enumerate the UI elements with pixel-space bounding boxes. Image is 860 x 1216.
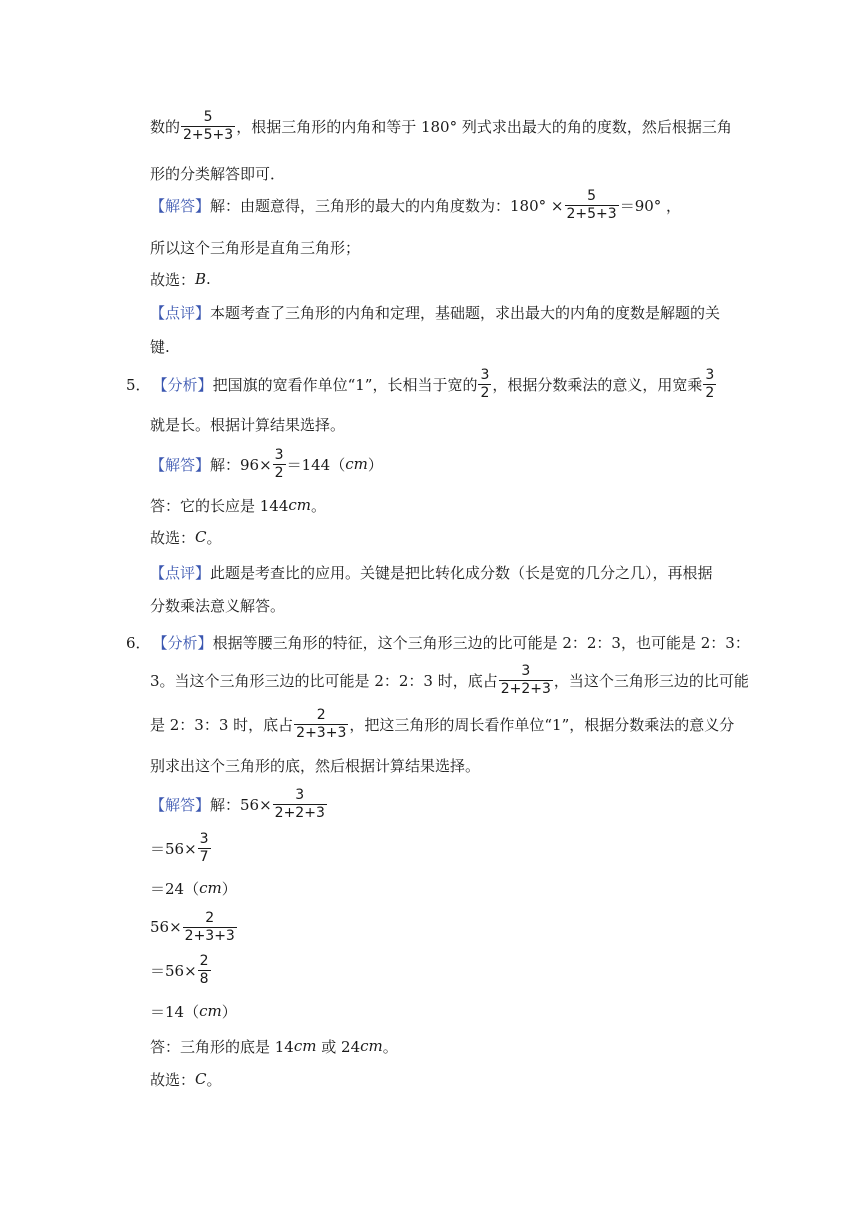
fraction: $\frac{3}{7}$ <box>199 830 209 865</box>
q4-choice: 故选： B . <box>150 270 211 289</box>
q6-step-5: ＝14（ cm ） <box>150 1002 237 1021</box>
q5-comment: 【点评】 此题是考查比的应用。关键是把比转化成分数（长是宽的几分之几），再根据 <box>150 563 713 582</box>
fraction: $\frac{3}{2+2+3}$ <box>500 662 551 697</box>
fraction: $\frac{2}{2+3+3}$ <box>184 909 235 944</box>
fraction: $\frac{3}{2}$ <box>274 446 284 481</box>
q5-analysis-line-2: 就是长。根据计算结果选择。 <box>150 415 346 434</box>
q4-analysis-line-2: 形的分类解答即可． <box>150 164 286 183</box>
q4-comment: 【点评】 本题考查了三角形的内角和定理，基础题，求出最大的内角的度数是解题的关 <box>150 303 721 322</box>
q4-solution-line-2: 所以这个三角形是直角三角形； <box>150 238 361 257</box>
q6-step-4: ＝56× $\frac{2}{8}$ <box>150 952 209 987</box>
comment-tag: 【点评】 <box>150 303 211 322</box>
q4-comment-line-2: 键. <box>150 337 170 356</box>
q6-step-2: ＝24（ cm ） <box>150 879 237 898</box>
solution-tag: 【解答】 <box>150 455 211 474</box>
q5-choice: 故选： C 。 <box>150 528 222 547</box>
analysis-tag: 【分析】 <box>152 633 213 652</box>
q5-solution: 【解答】 解：96× $\frac{3}{2}$ ＝144（ cm ） <box>150 446 383 481</box>
q6-solution: 【解答】 解：56× $\frac{3}{2+2+3}$ <box>150 786 325 821</box>
fraction: $\frac{2}{8}$ <box>199 952 209 987</box>
q6-analysis-line-2: 3。当这个三角形三边的比可能是 2：2：3 时，底占 $\frac{3}{2+2+3}$ ，当这个三角形三边的比可能 <box>150 662 749 697</box>
fraction: $\frac{5}{2+5+3}$ <box>566 187 617 222</box>
question-number: 6． <box>126 633 151 652</box>
q6-answer: 答：三角形的底是 14 cm 或 24 cm 。 <box>150 1037 398 1056</box>
q4-analysis-line-1 <box>150 108 732 143</box>
solution-tag: 【解答】 <box>150 196 211 215</box>
analysis-tag: 【分析】 <box>152 375 213 394</box>
q6-analysis-line-4: 别求出这个三角形的底，然后根据计算结果选择。 <box>150 756 481 775</box>
text: 数的 <box>150 117 181 136</box>
fraction: $\frac{3}{2}$ <box>480 366 490 401</box>
fraction: $\frac{5}{2+5+3}$ <box>183 108 234 143</box>
q6-analysis-line-3: 是 2：3：3 时，底占 $\frac{2}{2+3+3}$ ，把这三角形的周长看作单位“1”，根据分数乘法的意义分 <box>150 706 735 741</box>
q5-analysis: 5． 【分析】 把国旗的宽看作单位“1”，长相当于宽的 $\frac{3}{2}$ ，根据分数乘法的意义，用宽乘 $\frac{3}{2}$ <box>126 366 715 401</box>
q4-solution: 【解答】 解：由题意得，三角形的最大的内角度数为：180° × $\frac{5}{2+5+3}$ ＝90° ， <box>150 187 682 222</box>
solution-tag: 【解答】 <box>150 795 211 814</box>
q6-choice: 故选： C 。 <box>150 1070 222 1089</box>
fraction: $\frac{3}{2+2+3}$ <box>274 786 325 821</box>
comment-tag: 【点评】 <box>150 563 211 582</box>
q6-step-3: 56× $\frac{2}{2+3+3}$ <box>150 909 235 944</box>
fraction: $\frac{3}{2}$ <box>705 366 715 401</box>
question-number: 5． <box>126 375 151 394</box>
q6-step-1: ＝56× $\frac{3}{7}$ <box>150 830 209 865</box>
fraction: $\frac{2}{2+3+3}$ <box>296 706 347 741</box>
q5-comment-line-2: 分数乘法意义解答。 <box>150 596 286 615</box>
q5-answer: 答：它的长应是 144 cm 。 <box>150 496 327 515</box>
text: ，根据三角形的内角和等于 180° 列式求出最大的角的度数，然后根据三角 <box>236 117 732 136</box>
q6-analysis: 6． 【分析】 根据等腰三角形的特征，这个三角形三边的比可能是 2：2：3，也可能是 2：3： <box>126 633 750 652</box>
